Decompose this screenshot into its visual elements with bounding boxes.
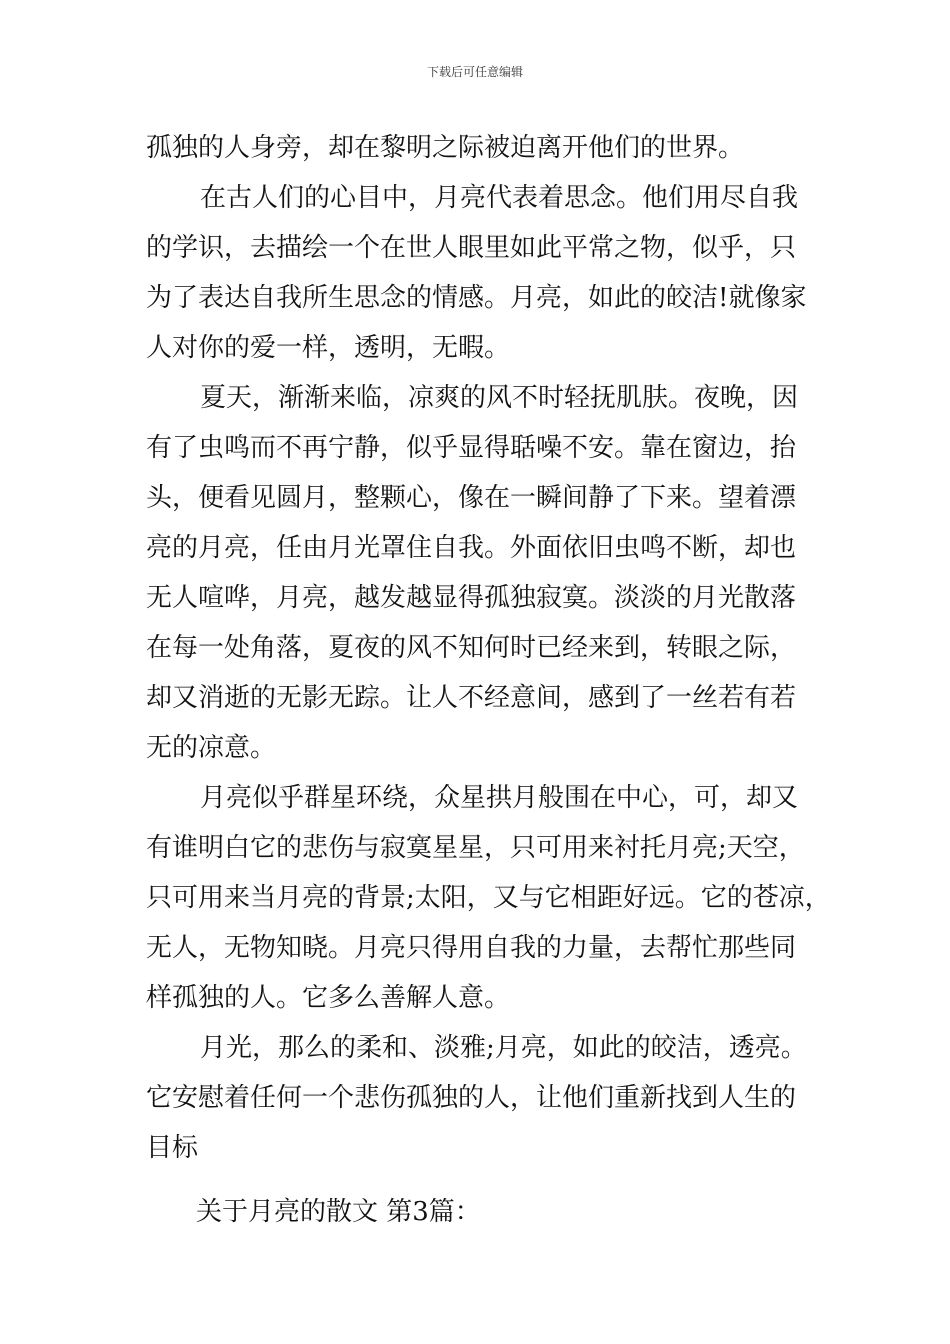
paragraph (146, 1028, 822, 1178)
text-line: 的学识，去描绘一个在世人眼里如此平常之物，似乎，只 (146, 233, 797, 263)
text-line: 人对你的爱一样，透明，无暇。 (146, 333, 511, 363)
text-line: 亮的月亮，任由月光罩住自我。外面依旧虫鸣不断，却也 (146, 533, 797, 563)
text-line: 月亮似乎群星环绕，众星拱月般围在中心，可，却又 (200, 783, 799, 813)
text-line: 有了虫鸣而不再宁静，似乎显得聒噪不安。靠在窗边，抬 (146, 433, 797, 463)
text-line: 头，便看见圆月，整颗心，像在一瞬间静了下来。望着漂 (146, 483, 797, 513)
text-line: 有谁明白它的悲伤与寂寞星星，只可用来衬托月亮;天空， (146, 833, 805, 863)
section-heading: 关于月亮的散文 第3篇： (196, 1197, 481, 1227)
text-line: 无的凉意。 (146, 733, 277, 763)
text-line: 孤独的人身旁，却在黎明之际被迫离开他们的世界。 (146, 133, 745, 163)
text-line: 无人喧哗，月亮，越发越显得孤独寂寞。淡淡的月光散落 (146, 583, 797, 613)
text-line: 在古人们的心目中，月亮代表着思念。他们用尽自我 (200, 183, 799, 213)
document-body (146, 128, 831, 1242)
paragraph (146, 178, 822, 378)
text-line: 目标 (146, 1133, 199, 1163)
text-line: 只可用来当月亮的背景;太阳，又与它相距好远。它的苍凉， (146, 883, 831, 913)
paragraph (146, 778, 831, 1028)
paragraph (146, 378, 822, 778)
text-line: 在每一处角落，夏夜的风不知何时已经来到，转眼之际， (146, 633, 797, 663)
text-line: 月光，那么的柔和、淡雅;月亮，如此的皎洁，透亮。 (200, 1033, 807, 1063)
text-line: 为了表达自我所生思念的情感。月亮，如此的皎洁!就像家 (146, 283, 807, 313)
page-header: 下载后可任意编辑 (426, 65, 523, 79)
text-line: 样孤独的人。它多么善解人意。 (146, 983, 511, 1013)
text-line: 却又消逝的无影无踪。让人不经意间，感到了一丝若有若 (146, 683, 797, 713)
paragraph (146, 128, 822, 178)
text-line: 夏天，渐渐来临，凉爽的风不时轻抚肌肤。夜晚，因 (200, 383, 799, 413)
text-line: 无人，无物知晓。月亮只得用自我的力量，去帮忙那些同 (146, 933, 797, 963)
text-line: 它安慰着任何一个悲伤孤独的人，让他们重新找到人生的 (146, 1083, 797, 1113)
